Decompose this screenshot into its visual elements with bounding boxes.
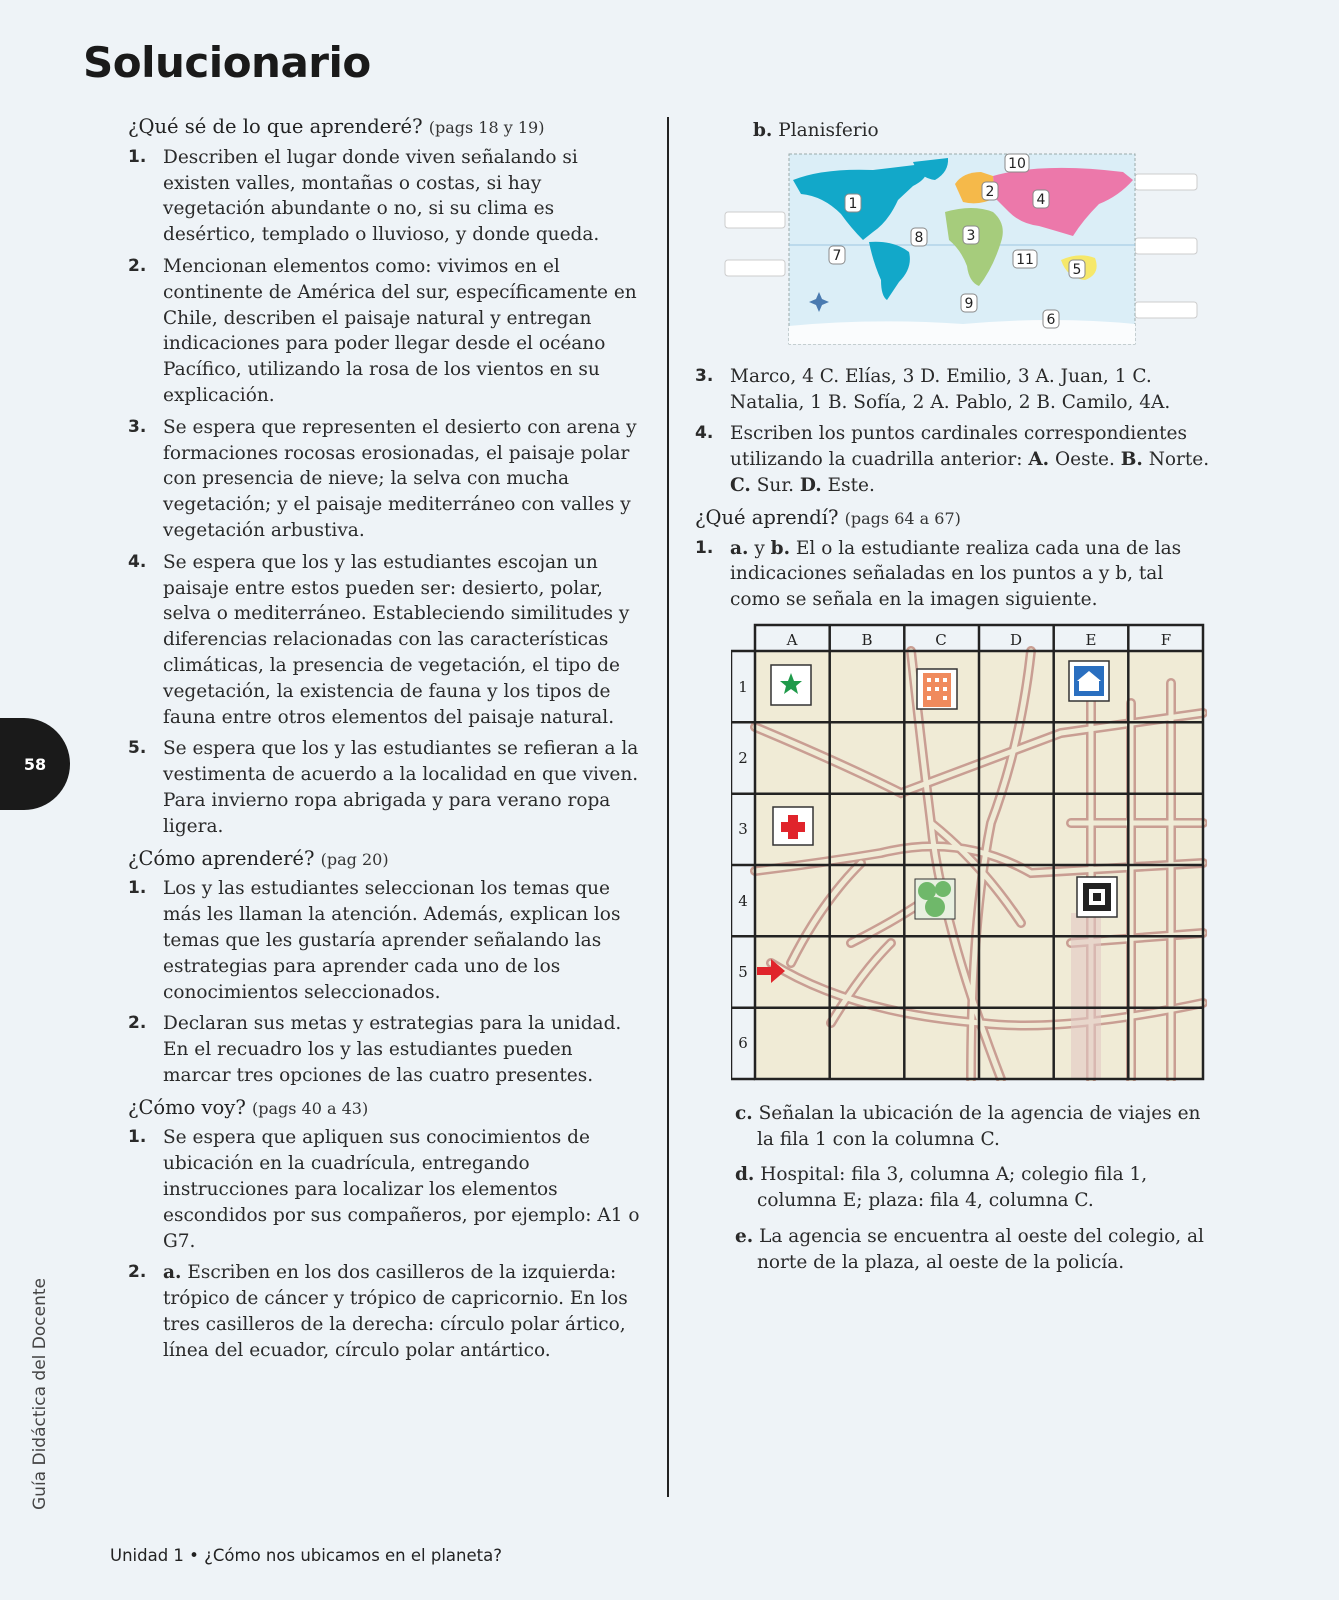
section-heading: ¿Qué aprendí? (pags 64 a 67)	[695, 505, 961, 529]
column-label: F	[1160, 630, 1172, 649]
cinema-icon	[1077, 877, 1117, 917]
school-icon	[1069, 661, 1109, 701]
row-label: 6	[738, 1033, 748, 1052]
planisferio-label: b. Planisferio	[753, 120, 879, 141]
list-item: 1. Describen el lugar donde viven señalando si existen valles, montañas o costas, si hay vegetación abundante o no, si su clima es desértico, templado o lluvioso, y donde queda.	[128, 146, 600, 246]
answer-list	[128, 876, 643, 1088]
list-item: 4. Se espera que los y las estudiantes escojan un paisaje entre estos pueden ser: desierto, polar, selva o mediterráneo. Estableciendo similitudes y diferencias relacionadas con las características climáticas, la presencia de vegetación, el tipo de vegetación, la existencia de fauna y los tipos de fauna entre otros elementos del paisaje natural.	[128, 551, 630, 728]
list-item: 5. Se espera que los y las estudiantes se refieran a la vestimenta de acuerdo a la localidad en que viven. Para invierno ropa abrigada y para verano ropa ligera.	[128, 738, 639, 837]
map-label: 1	[848, 195, 858, 212]
row-label: 2	[738, 748, 748, 767]
sub-answer: c. Señalan la ubicación de la agencia de viajes en la fila 1 con la columna C.	[735, 1102, 1201, 1150]
section-heading: ¿Qué sé de lo que aprenderé? (pags 18 y 19)	[128, 115, 545, 138]
map-label: 6	[1046, 311, 1056, 328]
answer-list	[128, 145, 643, 840]
column-label: E	[1085, 630, 1097, 649]
map-label: 4	[1036, 191, 1046, 208]
list-item: 4. Escriben los puntos cardinales correspondientes utilizando la cuadrilla anterior: A. Oeste. B. Norte. C. Sur. D. Este.	[695, 423, 1210, 496]
page-number: 58	[23, 754, 47, 774]
sub-answer: d. Hospital: fila 3, columna A; colegio fila 1, columna E; plaza: fila 4, columna C.	[735, 1164, 1148, 1212]
row-label: 3	[738, 819, 748, 838]
list-item: 3. Marco, 4 C. Elías, 3 D. Emilio, 3 A. Juan, 1 C. Natalia, 1 B. Sofía, 2 A. Pablo, 2 B. Camilo, 4A.	[695, 365, 1171, 413]
left-column	[128, 114, 643, 1370]
column-label: D	[1009, 630, 1023, 649]
list-item: 2. a. Escriben en los dos casilleros de la izquierda: trópico de cáncer y trópico de capricornio. En los tres casilleros de la derecha: círculo polar ártico, línea del ecuador, círculo polar antártico.	[128, 1262, 628, 1361]
column-divider	[667, 117, 669, 1497]
footer: Unidad 1 • ¿Cómo nos ubicamos en el planeta?	[110, 1546, 502, 1565]
blank-box	[1135, 302, 1197, 318]
blank-box	[725, 260, 785, 276]
city-grid-image	[731, 623, 1207, 1081]
answer-list	[695, 364, 1215, 499]
blank-box	[1135, 174, 1197, 190]
map-label: 7	[832, 247, 842, 264]
blank-box	[1135, 238, 1197, 254]
page-number-tab	[0, 718, 70, 810]
answer-list	[128, 1125, 643, 1363]
sub-answer: e. La agencia se encuentra al oeste del colegio, al norte de la plaza, al oeste de la policía.	[735, 1225, 1204, 1273]
map-label: 2	[985, 183, 995, 200]
map-label: 11	[1016, 251, 1034, 268]
map-label: 8	[914, 229, 924, 246]
park-plaza-icon	[915, 879, 955, 919]
world-map	[723, 150, 1203, 350]
answer-list	[695, 536, 1215, 613]
hospital-cross-icon	[773, 807, 813, 845]
row-label: 5	[738, 962, 748, 981]
page-title: Solucionario	[83, 38, 371, 87]
city-grid-map	[731, 623, 1215, 1089]
column-label: A	[786, 630, 798, 649]
column-label: B	[861, 630, 873, 649]
list-item: 2. Mencionan elementos como: vivimos en el continente de América del sur, específicamente en Chile, describen el paisaje natural y entregan indicaciones para poder llegar desde el océano Pacífico, utilizando la rosa de los vientos en su explicación.	[128, 255, 637, 406]
row-label: 4	[738, 891, 748, 910]
right-column	[695, 118, 1215, 1286]
row-label: 1	[738, 677, 748, 696]
sub-answers	[695, 1101, 1215, 1276]
list-item: 2. Declaran sus metas y estrategias para la unidad. En el recuadro los y las estudiantes pueden marcar tres opciones de las cuatro presentes.	[128, 1013, 622, 1086]
list-item: 1. a. y b. El o la estudiante realiza cada una de las indicaciones señaladas en los puntos a y b, tal como se señala en la imagen siguiente.	[695, 537, 1182, 611]
map-label: 3	[966, 227, 976, 244]
column-label: C	[935, 630, 947, 649]
list-item: 1. Se espera que apliquen sus conocimientos de ubicación en la cuadrícula, entregando instrucciones para localizar los elementos escondidos por sus compañeros, por ejemplo: A1 o G7.	[128, 1127, 640, 1252]
star-icon	[771, 665, 811, 705]
map-label: 9	[964, 295, 974, 312]
section-heading: ¿Cómo aprenderé? (pag 20)	[128, 846, 389, 870]
map-label: 5	[1072, 261, 1082, 278]
section-heading: ¿Cómo voy? (pags 40 a 43)	[128, 1095, 369, 1119]
list-item: 3. Se espera que representen el desierto con arena y formaciones rocosas erosionadas, el paisaje polar con presencia de nieve; la selva con mucha vegetación; y el paisaje mediterráneo con valles y vegetación arbustiva.	[128, 416, 637, 541]
blank-box	[725, 212, 785, 228]
world-map-image	[723, 150, 1203, 350]
map-label: 10	[1008, 155, 1026, 172]
building-icon	[917, 669, 957, 709]
list-item: 1. Los y las estudiantes seleccionan los temas que más les llaman la atención. Además, explican los temas que les gustaría aprender señalando las estrategias para aprender cada uno de los conocimientos seleccionados.	[128, 878, 621, 1003]
side-label: Guía Didáctica del Docente	[30, 1278, 50, 1510]
